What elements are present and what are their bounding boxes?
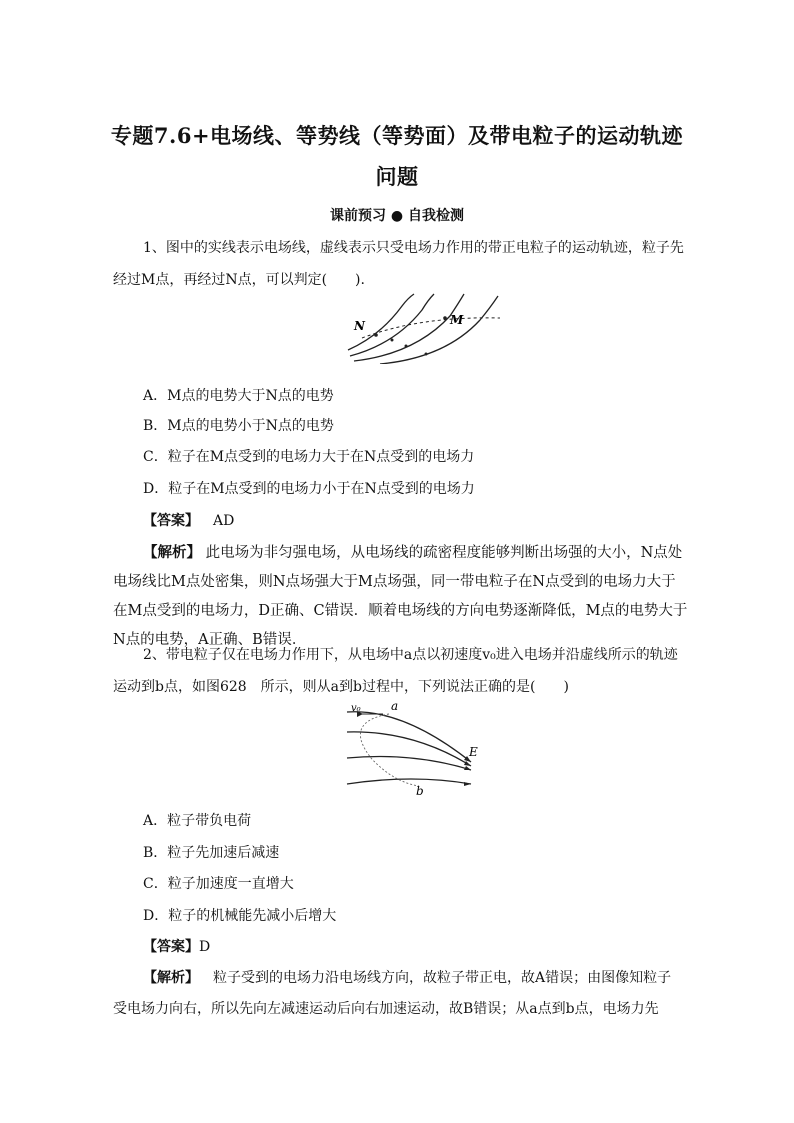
q1-label-m: M — [450, 313, 464, 327]
q1-option-c: C．粒子在M点受到的电场力大于在N点受到的电场力 — [143, 449, 475, 465]
title-line-1: 专题7.6+电场线、等势线（等势面）及带电粒子的运动轨迹 — [110, 123, 684, 148]
q1-analysis-text: 此电场为非匀强电场，从电场线的疏密程度能够判断出场强的大小，N点处电场线比M点处密集，则N点场强大于M点场强，同一带电粒子在N点受到的电场力大于在M点受到的电场力，D正确、C错误．顺着电场线的方向电势逐渐降低，M点的电势大于N点的电势，A正确、B错误． — [113, 545, 688, 648]
q1-analysis-tag: 【解析】 — [143, 544, 201, 561]
q2-analysis-text-1: 粒子受到的电场力沿电场线方向，故粒子带正电，故A错误；由图像知粒子 — [213, 970, 672, 986]
section-subtitle: 课前预习 ● 自我检测 — [330, 208, 464, 224]
q1-label-n: N — [354, 319, 365, 333]
q2-label-e: E — [469, 745, 478, 759]
q2-field-figure — [343, 700, 483, 796]
q1-field-figure — [340, 292, 510, 364]
q2-option-d: D．粒子的机械能先减小后增大 — [143, 908, 337, 924]
q2-label-a: a — [391, 700, 399, 713]
q2-stem-line-2: 运动到b点，如图628 所示，则从a到b过程中，下列说法正确的是( ) — [113, 679, 569, 695]
q2-answer-tag: 【答案】 — [143, 939, 199, 955]
q1-stem-line-1: 1、图中的实线表示电场线，虚线表示只受电场力作用的带正电粒子的运动轨迹，粒子先 — [143, 240, 684, 256]
q2-option-a: A．粒子带负电荷 — [143, 813, 252, 829]
q1-option-b: B．M点的电势小于N点的电势 — [143, 418, 334, 434]
q1-answer — [143, 510, 234, 530]
q2-option-c: C．粒子加速度一直增大 — [143, 876, 294, 892]
q1-answer-tag: 【答案】 — [143, 513, 199, 529]
q1-answer-value: AD — [213, 513, 235, 529]
q2-label-v0: v₀ — [351, 703, 361, 714]
q2-analysis-tag: 【解析】 — [143, 970, 199, 986]
title-line-2: 问题 — [375, 164, 419, 189]
q2-answer-value: D — [199, 939, 211, 955]
q2-analysis-line-2: 受电场力向右，所以先向左减速运动后向右加速运动，故B错误；从a点到b点，电场力先 — [113, 1001, 659, 1017]
q2-answer — [143, 936, 210, 956]
q1-option-d: D．粒子在M点受到的电场力小于在N点受到的电场力 — [143, 481, 475, 497]
q1-stem-line-2: 经过M点，再经过N点，可以判定( ). — [113, 272, 365, 288]
q2-label-b: b — [416, 784, 424, 796]
q2-option-b: B．粒子先加速后减速 — [143, 845, 280, 861]
q2-stem-line-1: 2、带电粒子仅在电场力作用下，从电场中a点以初速度v₀进入电场并沿虚线所示的轨迹 — [143, 647, 678, 663]
q2-analysis-line-1 — [143, 967, 671, 987]
q1-analysis — [113, 538, 688, 655]
q1-option-a: A．M点的电势大于N点的电势 — [143, 388, 334, 404]
